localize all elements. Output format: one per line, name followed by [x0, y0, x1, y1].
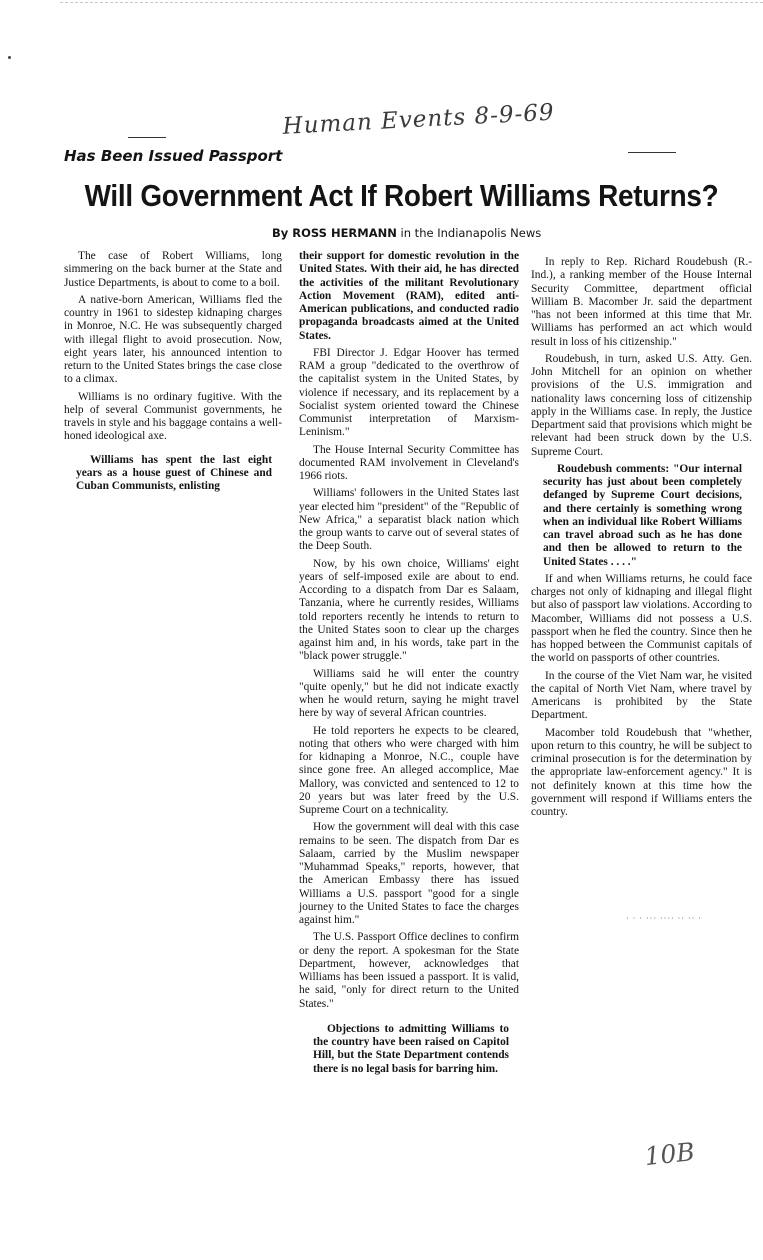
kicker-rule-right [628, 152, 676, 153]
article-column-2 [299, 250, 519, 1080]
article-kicker: Has Been Issued Passport [64, 147, 283, 165]
paragraph: Williams said he will enter the country "quite openly," but he did not indicate exactly when he would return, saying he might travel here by way of several African countries. [299, 667, 519, 720]
article-column-1 [64, 250, 282, 497]
paragraph: If and when Williams returns, he could face charges not only of kidnaping and illegal flight but also of passport law violations. According to Macomber, Williams did not possess a U.S. passport when he fled the country. Since then he has hopped between the Communist capitals of the world on passports of other countries. [531, 572, 752, 665]
paragraph: In the course of the Viet Nam war, he visited the capital of North Viet Nam, where travel by Americans is prohibited by the State Department. [531, 669, 752, 722]
paragraph: The case of Robert Williams, long simmering on the back burner at the State and Justice Departments, is about to come to a boil. [64, 250, 282, 289]
handwritten-initials: 10B [643, 1137, 697, 1172]
article-column-3 [531, 256, 752, 823]
paragraph: Macomber told Roudebush that "whether, upon return to this country, he will be subject to criminal prosecution is for the determination by the appropriate law-enforcement agency." It is not definitely known at this time how the government will respond if Williams enters the country. [531, 726, 752, 818]
paragraph: In reply to Rep. Richard Roudebush (R.-Ind.), a ranking member of the House Internal Security Committee, department official William B. Macomber Jr. said the department "has not been informed at this time that Mr. Williams has performed an act which would result in loss of his citizenship." [531, 256, 752, 348]
bold-paragraph: their support for domestic revolution in the United States. With their aid, he has directed the activities of the militant Revolutionary Action Movement (RAM), edited anti-American publications, and conducted radio propaganda broadcasts aimed at the United States. [299, 250, 519, 342]
paragraph: FBI Director J. Edgar Hoover has termed RAM a group "dedicated to the overthrow of the capitalist system in the United States, by violence if necessary, and its replacement by a Socialist system oriented toward the Chinese Communist interpretation of Marxism-Leninism." [299, 346, 519, 439]
cut-off-line: · · · ··· ···· ·· ·· · [626, 914, 702, 923]
scan-speck [8, 56, 11, 59]
scan-top-edge [60, 2, 763, 3]
paragraph: Williams is no ordinary fugitive. With the help of several Communist governments, he travels in style and his baggage contains a well-honed ideological axe. [64, 390, 282, 443]
paragraph: The House Internal Security Committee has documented RAM involvement in Cleveland's 1966 riots. [299, 443, 519, 482]
paragraph: He told reporters he expects to be cleared, noting that others who were charged with him for kidnaping a Monroe, N.C., couple have since gone free. An alleged accomplice, Mae Mallory, was convicted and sentenced to 12 to 20 years but was later freed by the U.S. Supreme Court on a technicality. [299, 724, 519, 816]
paragraph: Williams' followers in the United States last year elected him "president" of the "Republic of New Africa," a separatist black nation which the group wants to carve out of several states of the Deep South. [299, 487, 519, 553]
article-byline [272, 226, 541, 240]
bold-paragraph: Williams has spent the last eight years as a house guest of Chinese and Cuban Communists, enlisting [76, 453, 272, 492]
bold-paragraph: Objections to admitting Williams to the country have been raised on Capitol Hill, but the State Department contends there is no legal basis for barring him. [313, 1022, 509, 1075]
paragraph: A native-born American, Williams fled the country in 1961 to sidestep kidnaping charges in Monroe, N.C. He was subsequently charged with illegal flight to avoid prosecution. Now, eight years later, his announced intention to return to the United States brings the case close to a climax. [64, 293, 282, 386]
paragraph: Now, by his own choice, Williams' eight years of self-imposed exile are about to end. According to a dispatch from Dar es Salaam, Tanzania, where he currently resides, Williams told reporters recently he intends to return to the United States soon to clear up the charges against him and, in his words, take part in the "black power struggle." [299, 557, 519, 663]
byline-source: in the Indianapolis News [400, 226, 542, 240]
paragraph: How the government will deal with this case remains to be seen. The dispatch from Dar es Salaam, carried by the Muslim newspaper "Muhammad Speaks," reports, however, that the American Embassy there has issued Williams a U.S. passport "good for a single journey to the United States to face the charges against him." [299, 821, 519, 926]
handwritten-source-note: Human Events 8-9-69 [282, 99, 556, 140]
article-headline: Will Government Act If Robert Williams Returns? [84, 178, 719, 213]
byline-author: By ROSS HERMANN [272, 226, 397, 240]
paragraph: The U.S. Passport Office declines to confirm or deny the report. A spokesman for the State Department, however, acknowledges that Williams has been issued a passport. It is valid, he said, "only for direct return to the United States." [299, 931, 519, 1010]
paragraph: Roudebush, in turn, asked U.S. Atty. Gen. John Mitchell for an opinion on whether provisions of the U.S. immigration and nationality laws concerning loss of citizenship apply in the Williams case. In reply, the Justice Department said that provisions which might be relevant had been struck down by the U.S. Supreme Court. [531, 352, 752, 458]
bold-paragraph: Roudebush comments: "Our internal security has just about been completely defanged by Supreme Court decisions, and there certainly is something wrong when an individual like Robert Williams can travel abroad such as he has done and then be allowed to return to the United States . . . ." [543, 462, 742, 568]
kicker-rule-left [128, 137, 166, 138]
